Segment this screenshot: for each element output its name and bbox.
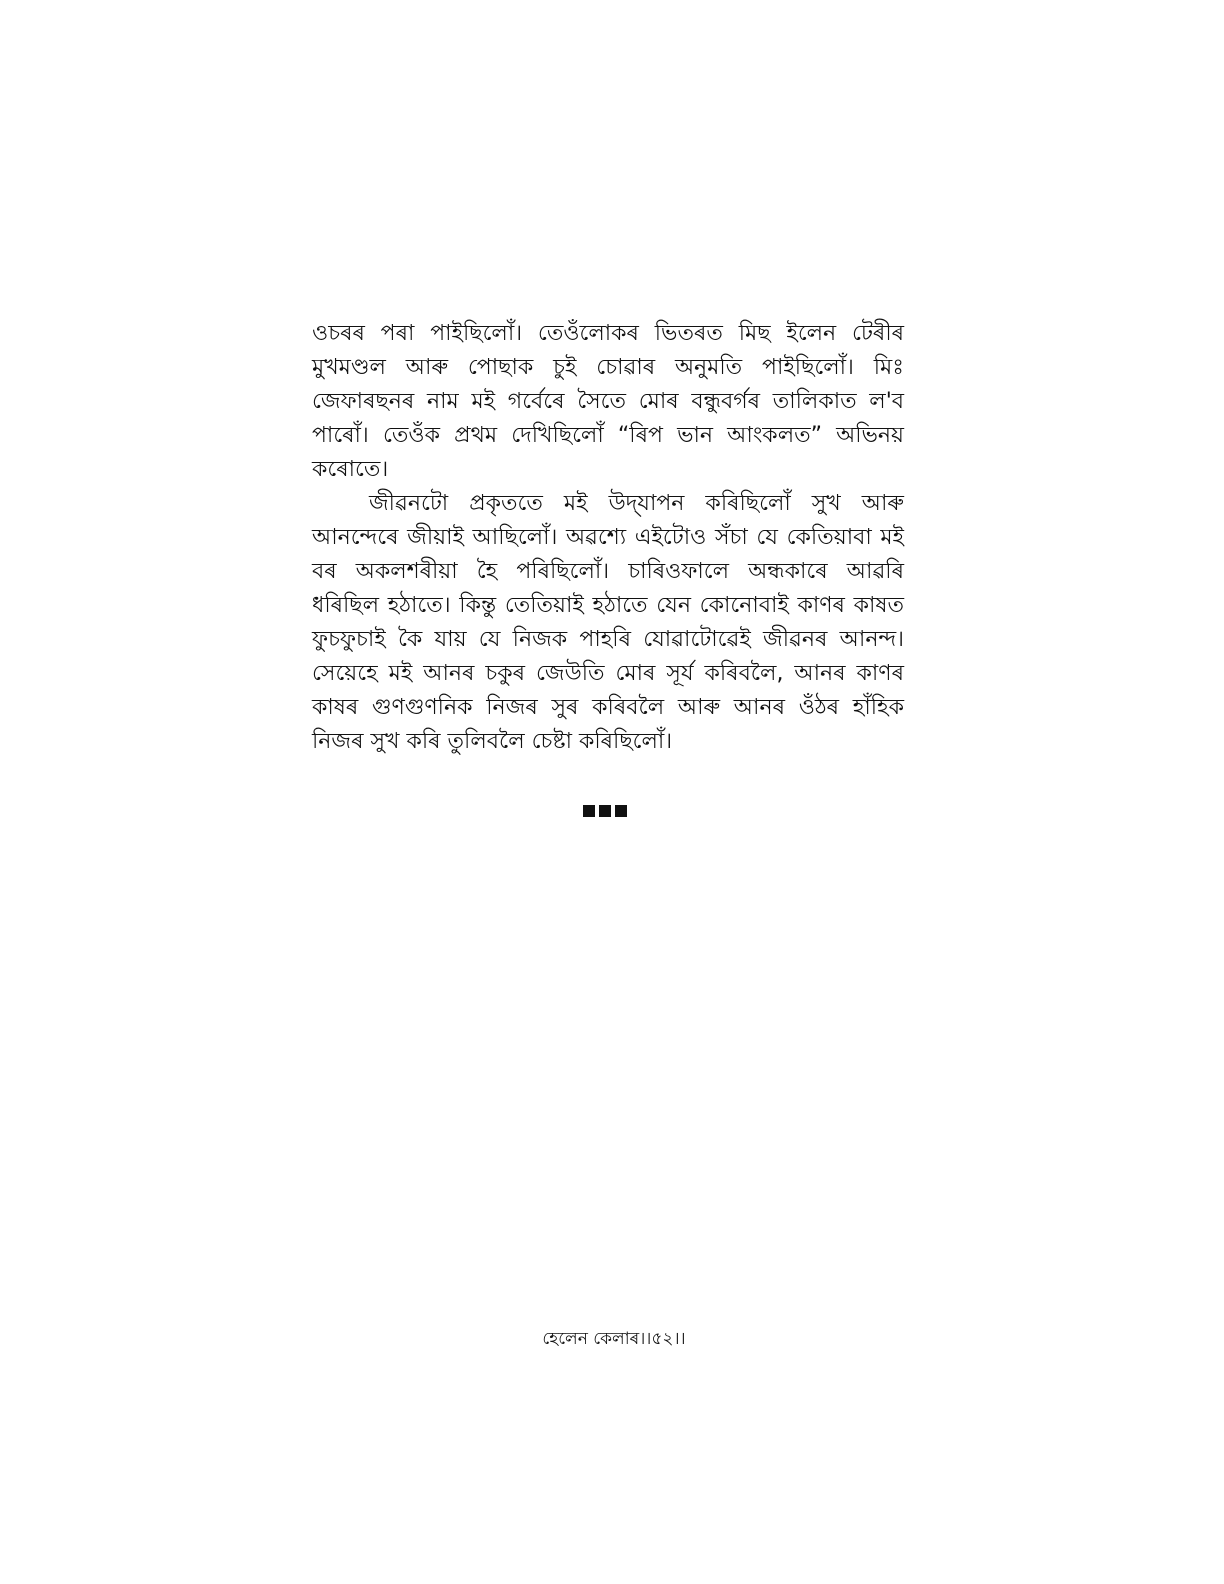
section-separator bbox=[583, 805, 627, 817]
separator-square-icon bbox=[599, 805, 611, 817]
page-footer: হেলেন কেলাৰ।।৫২।। bbox=[542, 1329, 686, 1349]
separator-square-icon bbox=[583, 805, 595, 817]
paragraph-2: জীৱনটো প্ৰকৃততে মই উদ্‌যাপন কৰিছিলোঁ সুখ আৰু আনন্দেৰে জীয়াই আছিলোঁ। অৱশ্যে এইটোও সঁচা যে কেতিয়াবা মই বৰ অকলশৰীয়া হৈ পৰিছিলোঁ। চাৰিওফালে অন্ধকাৰে আৱৰি ধৰিছিল হঠাতে। কিন্তু তেতিয়াই হঠাতে যেন কোনোবাই কাণৰ কাষত ফুচফুচাই কৈ যায় যে নিজক পাহৰি যোৱাটোৱেই জীৱনৰ আনন্দ। সেয়েহে মই আনৰ চকুৰ জেউতি মোৰ সূৰ্য কৰিবলৈ, আনৰ কাণৰ কাষৰ গুণগুণনিক নিজৰ সুৰ কৰিবলৈ আৰু আনৰ ওঁঠৰ হাঁহিক নিজৰ সুখ কৰি তুলিবলৈ চেষ্টা কৰিছিলোঁ। bbox=[312, 491, 904, 754]
paragraph-1: ওচৰৰ পৰা পাইছিলোঁ। তেওঁলোকৰ ভিতৰত মিছ ইলেন টেৰীৰ মুখমণ্ডল আৰু পোছাক চুই চোৱাৰ অনুমতি পাইছিলোঁ। মিঃ জেফাৰছনৰ নাম মই গৰ্বেৰে সৈতে মোৰ বন্ধুবৰ্গৰ তালিকাত ল'ব পাৰোঁ। তেওঁক প্ৰথম দেখিছিলোঁ “ৰিপ ভান আংকলত” অভিনয় কৰোতে। bbox=[312, 321, 904, 482]
body-text bbox=[312, 317, 904, 759]
separator-square-icon bbox=[615, 805, 627, 817]
